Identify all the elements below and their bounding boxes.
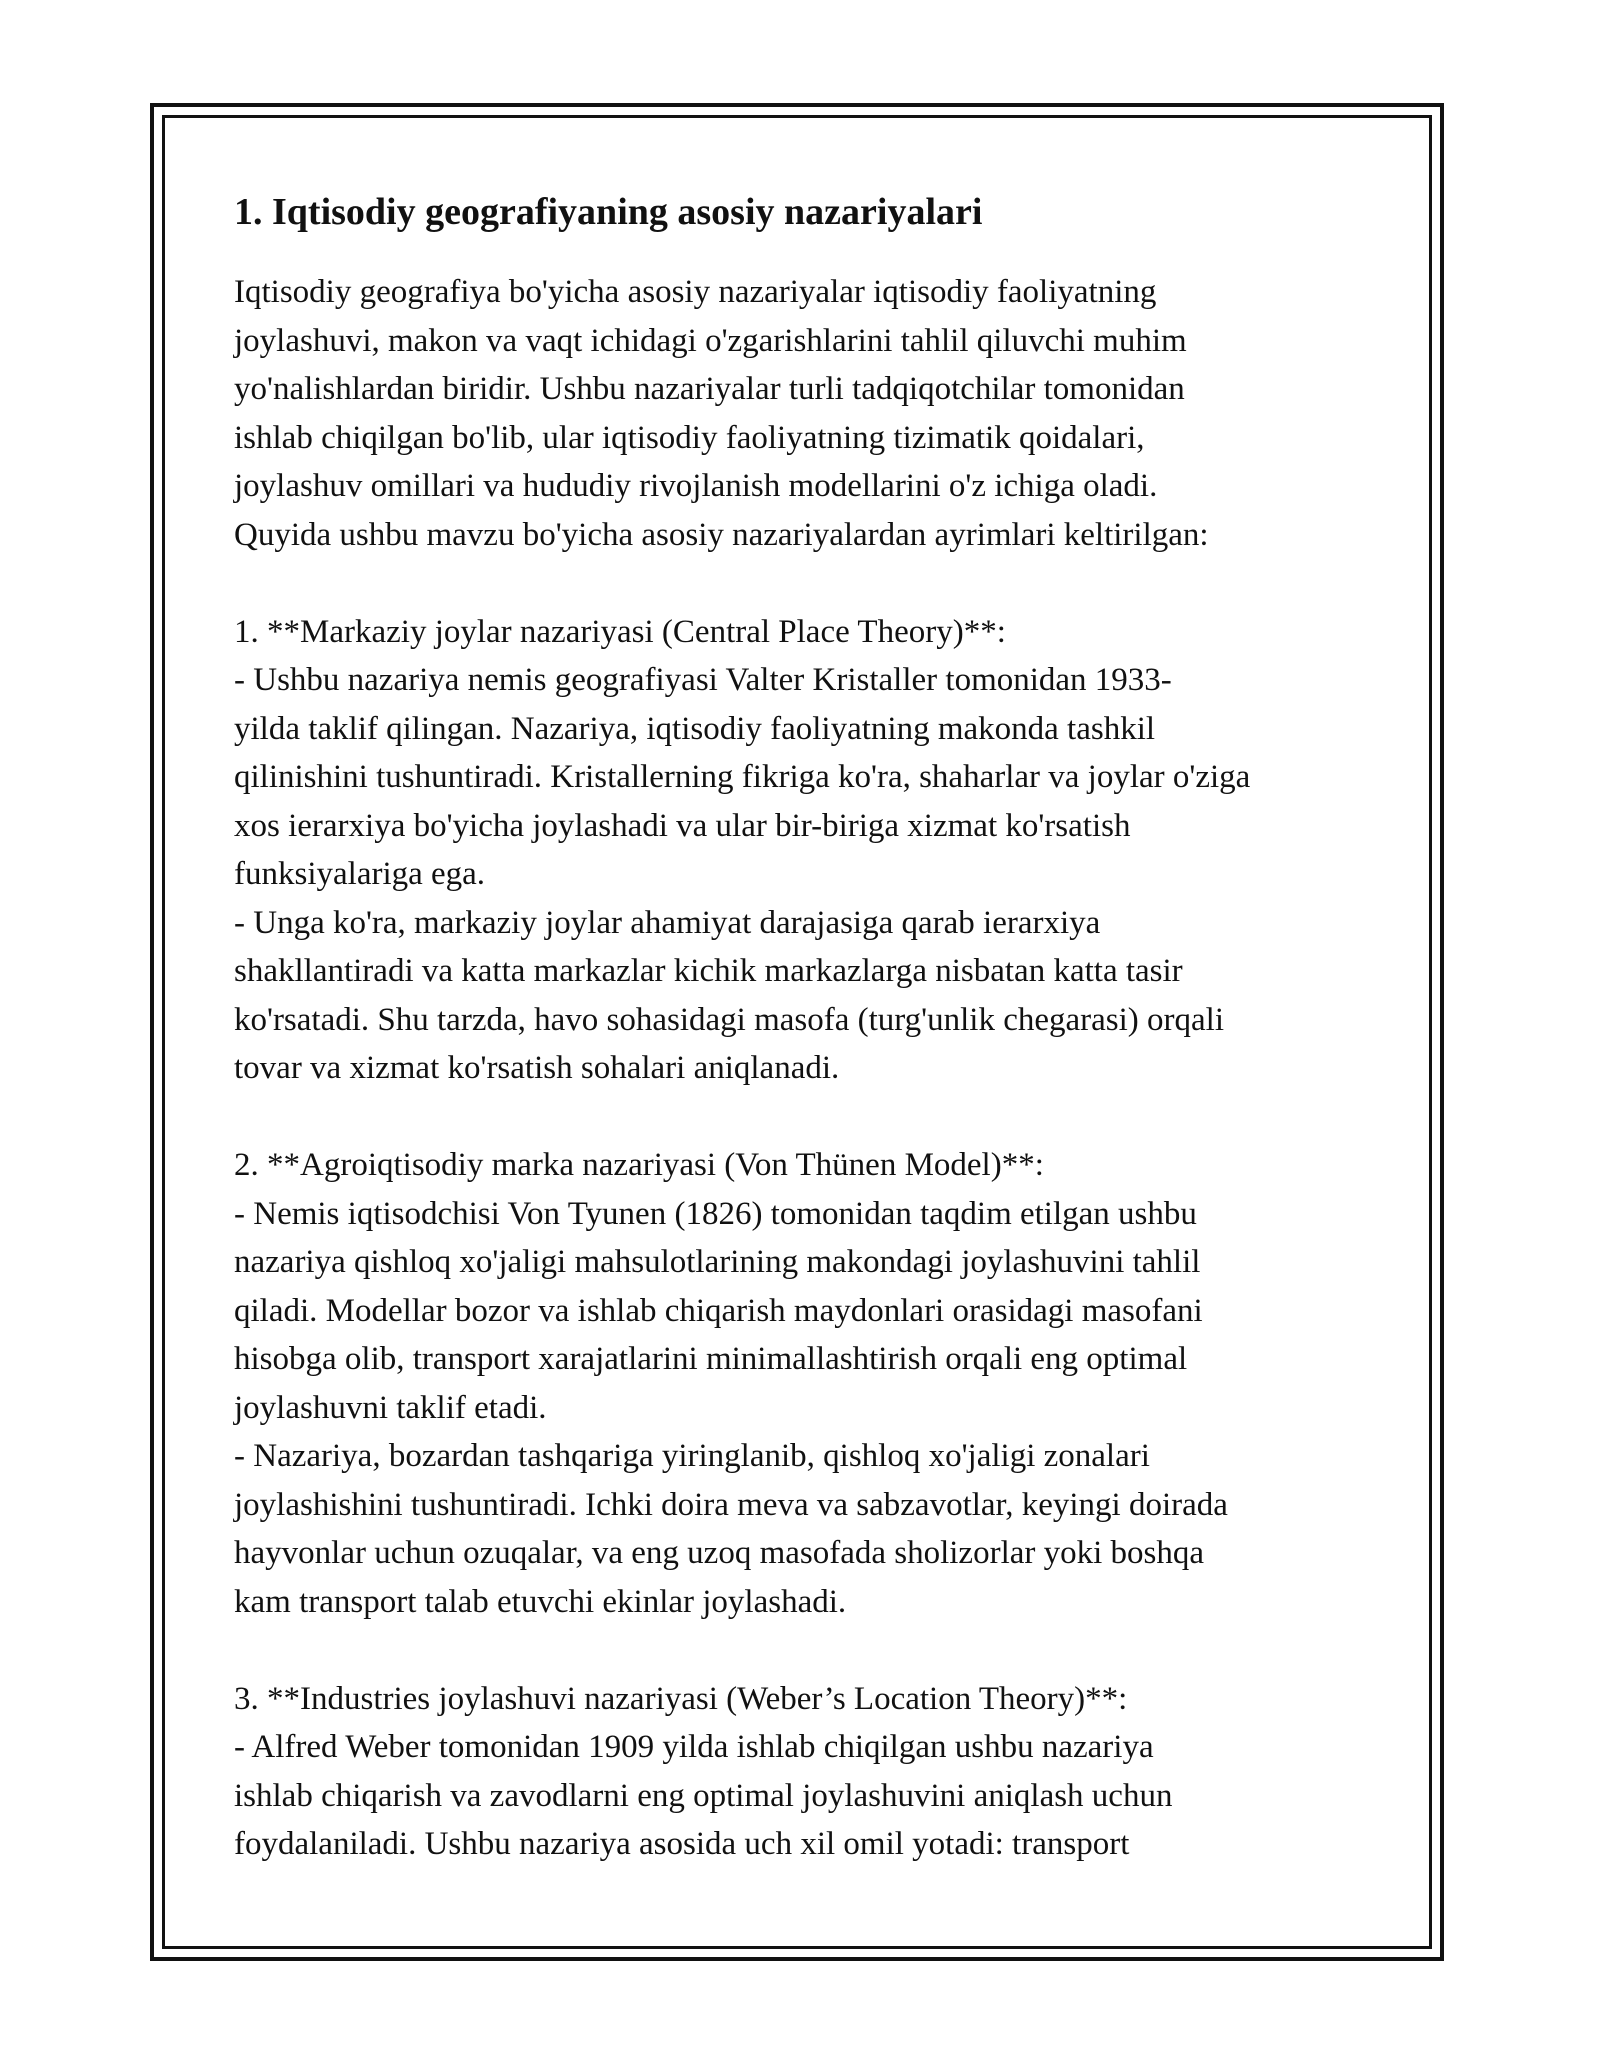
- document-title: 1. Iqtisodiy geografiyaning asosiy nazariyalari: [234, 191, 983, 233]
- section-central-place-theory: 1. **Markaziy joylar nazariyasi (Central Place Theory)**: - Ushbu nazariya nemis geografiyasi Valter Kristaller tomonidan 1933- yilda taklif qilingan. Nazariya, iqtisodiy faoliyatning makonda tashkil qilinishini tushuntiradi. Kristallerning fikriga ko'ra, shaharlar va joylar o'ziga xos ierarxiya bo'yicha joylashadi va ular bir-biriga xizmat ko'rsatish funksiyalariga ega. - Unga ko'ra, markaziy joylar ahamiyat darajasiga qarab ierarxiya shakllantiradi va katta markazlar kichik markazlarga nisbatan katta tasir ko'rsatadi. Shu tarzda, havo sohasidagi masofa (turg'unlik chegarasi) orqali tovar va xizmat ko'rsatish sohalari aniqlanadi.: [234, 613, 1251, 1086]
- paragraph-spacer: [234, 1093, 1384, 1142]
- paragraph-spacer: [234, 1626, 1384, 1675]
- document-body: [234, 186, 1384, 1869]
- section-von-thunen-model: 2. **Agroiqtisodiy marka nazariyasi (Von Thünen Model)**: - Nemis iqtisodchisi Von Tyunen (1826) tomonidan taqdim etilgan ushbu nazariya qishloq xo'jaligi mahsulotlarining makondagi joylashuvini tahlil qiladi. Modellar bozor va ishlab chiqarish maydonlari orasidagi masofani hisobga olib, transport xarajatlarini minimallashtirish orqali eng optimal joylashuvni taklif etadi. - Nazariya, bozardan tashqariga yiringlanib, qishloq xo'jaligi zonalari joylashishini tushuntiradi. Ichki doira meva va sabzavotlar, keyingi doirada hayvonlar uchun ozuqalar, va eng uzoq masofada sholizorlar yoki boshqa kam transport talab etuvchi ekinlar joylashadi.: [234, 1147, 1228, 1620]
- paragraph-spacer: [234, 559, 1384, 608]
- section-weber-location-theory: 3. **Industries joylashuvi nazariyasi (Weber’s Location Theory)**: - Alfred Weber tomonidan 1909 yilda ishlab chiqilgan ushbu nazariya ishlab chiqarish va zavodlarni eng optimal joylashuvini aniqlash uchun foydalaniladi. Ushbu nazariya asosida uch xil omil yotadi: transport: [234, 1680, 1173, 1862]
- intro-paragraph: Iqtisodiy geografiya bo'yicha asosiy nazariyalar iqtisodiy faoliyatning joylashuvi, makon va vaqt ichidagi o'zgarishlarini tahlil qiluvchi muhim yo'nalishlardan biridir. Ushbu nazariyalar turli tadqiqotchilar tomonidan ishlab chiqilgan bo'lib, ular iqtisodiy faoliyatning tizimatik qoidalari, joylashuv omillari va hududiy rivojlanish modellarini o'z ichiga oladi. Quyida ushbu mavzu bo'yicha asosiy nazariyalardan ayrimlari keltirilgan:: [234, 274, 1209, 553]
